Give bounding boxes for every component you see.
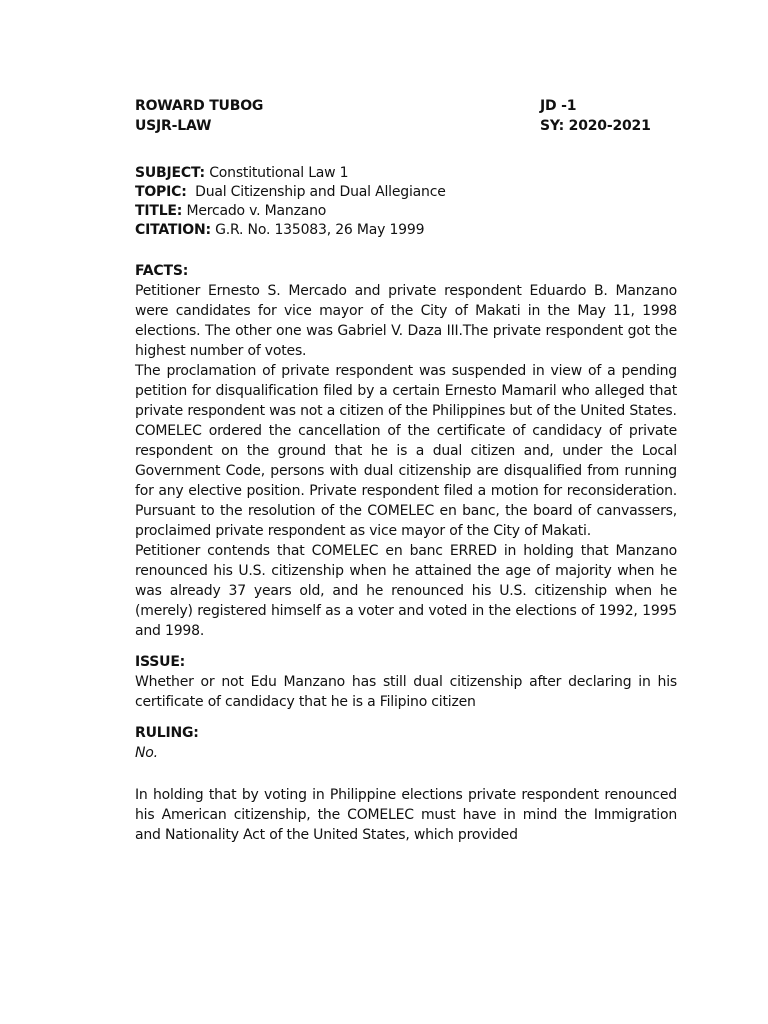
facts-heading: FACTS: <box>135 263 189 279</box>
case-meta <box>135 164 677 240</box>
citation-label: CITATION: <box>135 222 211 238</box>
subject-label: SUBJECT: <box>135 165 205 181</box>
ruling-text: In holding that by voting in Philippine elections private respondent renounced his American citizenship, the COMELEC must have in mind the Immigration and Nationality Act of the United States, which provided <box>135 787 677 843</box>
school-year: SY: 2020-2021 <box>540 118 651 134</box>
year-level: JD -1 <box>540 98 577 114</box>
facts-paragraph-3: COMELEC ordered the cancellation of the certificate of candidacy of private respondent on the ground that he is a dual citizen and, under the Local Government Code, persons with dual citizenship are disqualified from running for any elective position. Private respondent filed a motion for reconsideration. Pursuant to the resolution of the COMELEC en banc, the board of canvassers, proclaimed private respondent as vice mayor of the City of Makati. <box>135 423 677 539</box>
title-value: Mercado v. Manzano <box>182 203 327 219</box>
title-line <box>135 202 677 221</box>
facts-paragraph-2: The proclamation of private respondent was suspended in view of a pending petition for disqualification filed by a certain Ernesto Mamaril who alleged that private respondent was not a citizen of the Philippines but of the United States. <box>135 363 677 419</box>
author-name: ROWARD TUBOG <box>135 98 264 114</box>
ruling-heading: RULING: <box>135 725 199 741</box>
citation-value: G.R. No. 135083, 26 May 1999 <box>210 222 425 238</box>
topic-line <box>135 183 677 202</box>
topic-value: Dual Citizenship and Dual Allegiance <box>186 184 446 200</box>
title-label: TITLE: <box>135 203 183 219</box>
document-page <box>135 96 677 845</box>
school-name: USJR-LAW <box>135 118 212 134</box>
citation-line <box>135 221 677 240</box>
header-row-2 <box>135 116 677 136</box>
header-row-1 <box>135 96 677 116</box>
facts-paragraph-4: Petitioner contends that COMELEC en banc ERRED in holding that Manzano renounced his U.S. citizenship when he attained the age of majority when he was already 37 years old, and he renounced his U.S. citizenship when he (merely) registered himself as a voter and voted in the elections of 1992, 1995 and 1998. <box>135 543 677 639</box>
topic-label: TOPIC: <box>135 184 187 200</box>
issue-text: Whether or not Edu Manzano has still dual citizenship after declaring in his certificate of candidacy that he is a Filipino citizen <box>135 674 677 710</box>
facts-paragraph-1: Petitioner Ernesto S. Mercado and private respondent Eduardo B. Manzano were candidates for vice mayor of the City of Makati in the May 11, 1998 elections. The other one was Gabriel V. Daza III.The private respondent got the highest number of votes. <box>135 283 677 359</box>
subject-value: Constitutional Law 1 <box>204 165 349 181</box>
issue-heading: ISSUE: <box>135 654 186 670</box>
ruling-answer: No. <box>135 745 158 761</box>
subject-line <box>135 164 677 183</box>
